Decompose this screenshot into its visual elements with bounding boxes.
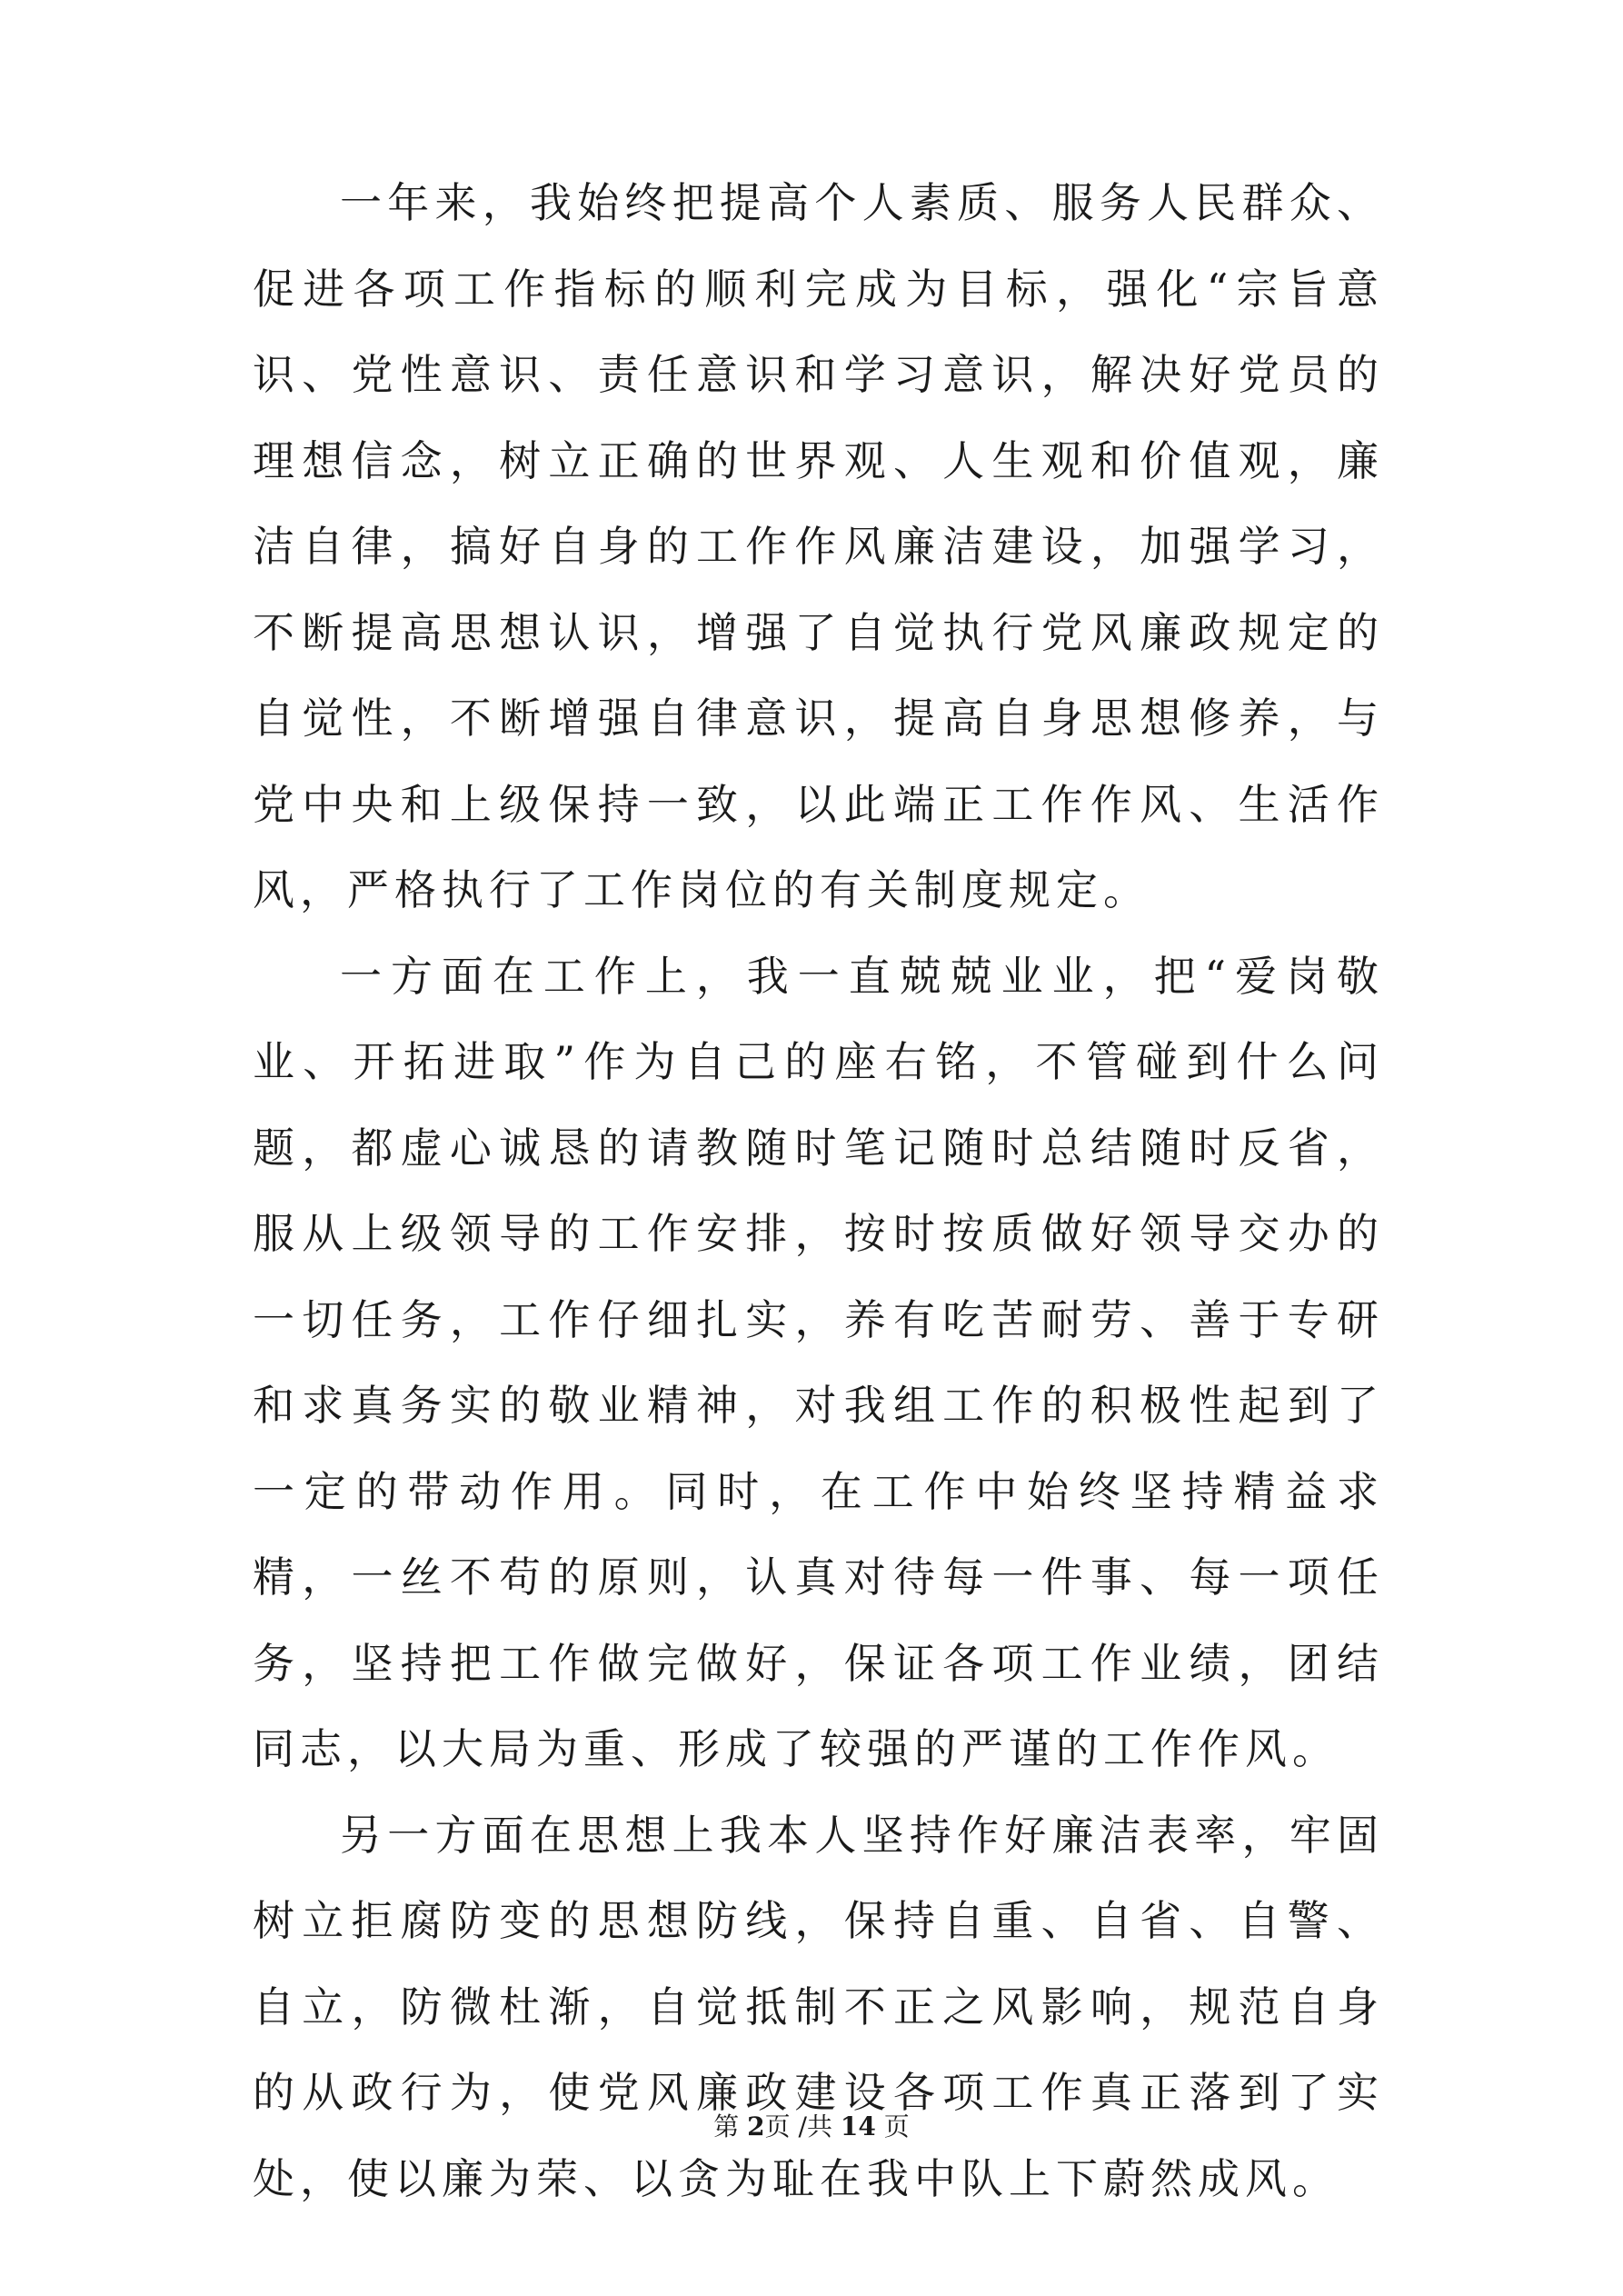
- footer-suffix: 页: [875, 2111, 910, 2141]
- document-body: [253, 160, 1384, 2221]
- paragraph-3: 另一方面在思想上我本人坚持作好廉洁表率，牢固树立拒腐防变的思想防线，保持自重、自省、自警、自立，防微杜渐，自觉抵制不正之风影响，规范自身的从政行为，使党风廉政建设各项工作真正落到了实处，使以廉为荣、以贪为耻在我中队上下蔚然成风。: [253, 1810, 1384, 2203]
- paragraph-2: 一方面在工作上，我一直兢兢业业，把“爱岗敬业、开拓进取”作为自己的座右铭，不管碰到什么问题，都虚心诚恳的请教随时笔记随时总结随时反省，服从上级领导的工作安排，按时按质做好领导交办的一切任务，工作仔细扎实，养有吃苦耐劳、善于专研和求真务实的敬业精神，对我组工作的积极性起到了一定的带动作用。同时，在工作中始终坚持精益求精，一丝不苟的原则，认真对待每一件事、每一项任务，坚持把工作做完做好，保证各项工作业绩，团结同志，以大局为重、形成了较强的严谨的工作作风。: [253, 951, 1384, 1773]
- page-footer: [0, 2109, 1623, 2145]
- footer-middle: 页 /共: [764, 2111, 841, 2141]
- paragraph-1: 一年来，我始终把提高个人素质、服务人民群众、促进各项工作指标的顺利完成为目标，强化“宗旨意识、党性意识、责任意识和学习意识，解决好党员的理想信念，树立正确的世界观、人生观和价值观，廉洁自律，搞好自身的工作作风廉洁建设，加强学习，不断提高思想认识，增强了自觉执行党风廉政规定的自觉性，不断增强自律意识，提高自身思想修养，与党中央和上级保持一致，以此端正工作作风、生活作风，严格执行了工作岗位的有关制度规定。: [253, 178, 1384, 914]
- current-page-number: 2: [747, 2111, 765, 2141]
- footer-prefix: 第: [713, 2111, 748, 2141]
- total-page-count: 14: [840, 2111, 876, 2141]
